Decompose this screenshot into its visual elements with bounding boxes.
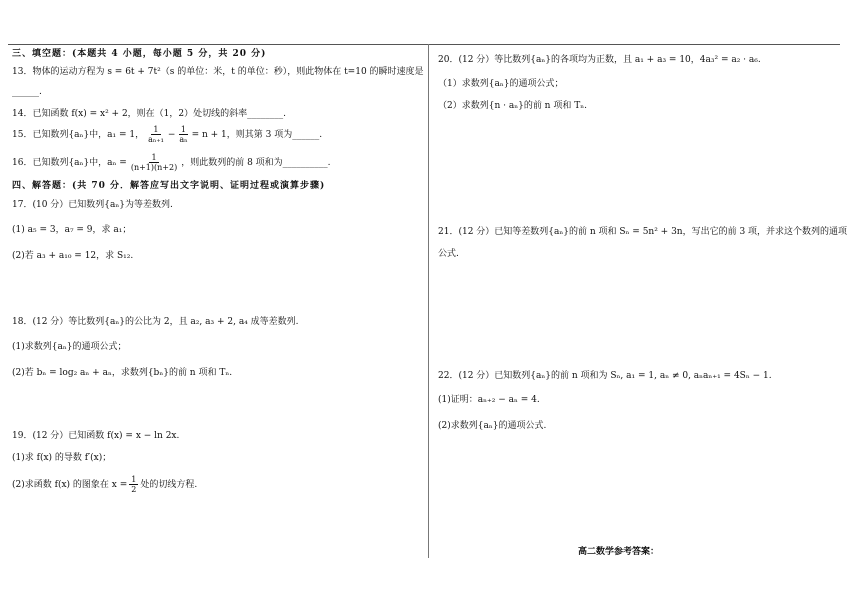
- q16-fraction: [129, 153, 179, 172]
- q19-stem: 19．(12 分）已知函数 f(x) = x − ln 2x.: [12, 431, 180, 441]
- q20-part2: （2）求数列{n · aₙ}的前 n 项和 Tₙ.: [438, 101, 587, 111]
- q15: [12, 124, 322, 146]
- answer-key-heading: 高二数学参考答案：: [578, 547, 660, 557]
- q15-suffix: = n + 1，则其第 3 项为______.: [191, 130, 323, 140]
- q17-stem: 17．(10 分）已知数列{aₙ}为等差数列.: [12, 200, 173, 210]
- q20-part1: （1）求数列{aₙ}的通项公式；: [438, 79, 564, 89]
- q19-fraction: [129, 475, 138, 494]
- q18-part1: (1)求数列{aₙ}的通项公式；: [12, 342, 127, 352]
- q16-f-den: (n+1)(n+2): [130, 163, 178, 172]
- q22-stem: 22．(12 分）已知数列{aₙ}的前 n 项和为 Sₙ, a₁ = 1, aₙ ≠ 0, aₙaₙ₊₁ = 4Sₙ − 1.: [438, 371, 772, 381]
- q13-line1: 13．物体的运动方程为 s = 6t + 7t²（s 的单位：米，t 的单位：秒），则此物体在 t=10 的瞬时速度是: [12, 67, 424, 77]
- q17-part1: (1) a₅ = 3，a₇ = 9，求 a₁；: [12, 225, 132, 235]
- q20-stem: 20．(12 分）等比数列{aₙ}的各项均为正数，且 a₁ + a₃ = 10，4a₃² = a₂ · a₆.: [438, 55, 761, 65]
- q14: 14．已知函数 f(x) = x² + 2，则在（1，2）处切线的斜率________.: [12, 109, 286, 119]
- q21-line1: 21．(12 分）已知等差数列{aₙ}的前 n 项和 Sₙ = 5n² + 3n，写出它的前 3 项，并求这个数列的通项: [438, 227, 848, 237]
- column-divider: [428, 44, 429, 558]
- q15-minus: −: [167, 130, 176, 140]
- q16-suffix: ，则此数列的前 8 项和为__________.: [181, 158, 331, 168]
- q22-part2: (2)求数列{aₙ}的通项公式.: [438, 421, 547, 431]
- q17-part2: (2)若 a₃ + a₁₀ = 12，求 S₁₂.: [12, 251, 134, 261]
- q19-f-num: 1: [131, 475, 137, 484]
- q15-f1-den: aₙ₊₁: [148, 135, 164, 144]
- q16-prefix: 16．已知数列{aₙ}中，aₙ =: [12, 158, 127, 168]
- q15-fraction-2: [177, 125, 189, 144]
- q19-part2-prefix: (2)求函数 f(x) 的图象在 x =: [12, 480, 128, 490]
- q18-stem: 18．(12 分）等比数列{aₙ}的公比为 2，且 a₂, a₃ + 2, a₄ 成等差数列.: [12, 317, 299, 327]
- section-fill-in-title: 三、填空题：(本题共 4 小题，每小题 5 分，共 20 分): [12, 49, 267, 59]
- q15-f2-num: 1: [180, 125, 187, 134]
- q15-f2-den: aₙ: [179, 135, 188, 144]
- q16: [12, 152, 331, 174]
- q18-part2: (2)若 bₙ = log₂ aₙ + aₙ，求数列{bₙ}的前 n 项和 Tₙ.: [12, 368, 233, 378]
- q16-f-num: 1: [151, 153, 157, 162]
- q15-fraction-1: [146, 125, 166, 144]
- q22-part1: (1)证明：aₙ₊₂ − aₙ = 4.: [438, 395, 540, 405]
- q19-f-den: 2: [131, 485, 137, 494]
- top-rule: [8, 44, 840, 45]
- q19-part1: (1)求 f(x) 的导数 f′(x)；: [12, 453, 112, 463]
- q15-f1-num: 1: [153, 125, 159, 134]
- q19-part2: [12, 474, 197, 496]
- q15-prefix: 15．已知数列{aₙ}中，a₁ = 1，: [12, 130, 145, 140]
- q21-line2: 公式.: [438, 249, 459, 259]
- section-answer-title: 四、解答题：(共 70 分．解答应写出文字说明、证明过程或演算步骤): [12, 181, 326, 191]
- q19-part2-suffix: 处的切线方程.: [140, 480, 198, 490]
- q13-line2: ______.: [12, 87, 42, 97]
